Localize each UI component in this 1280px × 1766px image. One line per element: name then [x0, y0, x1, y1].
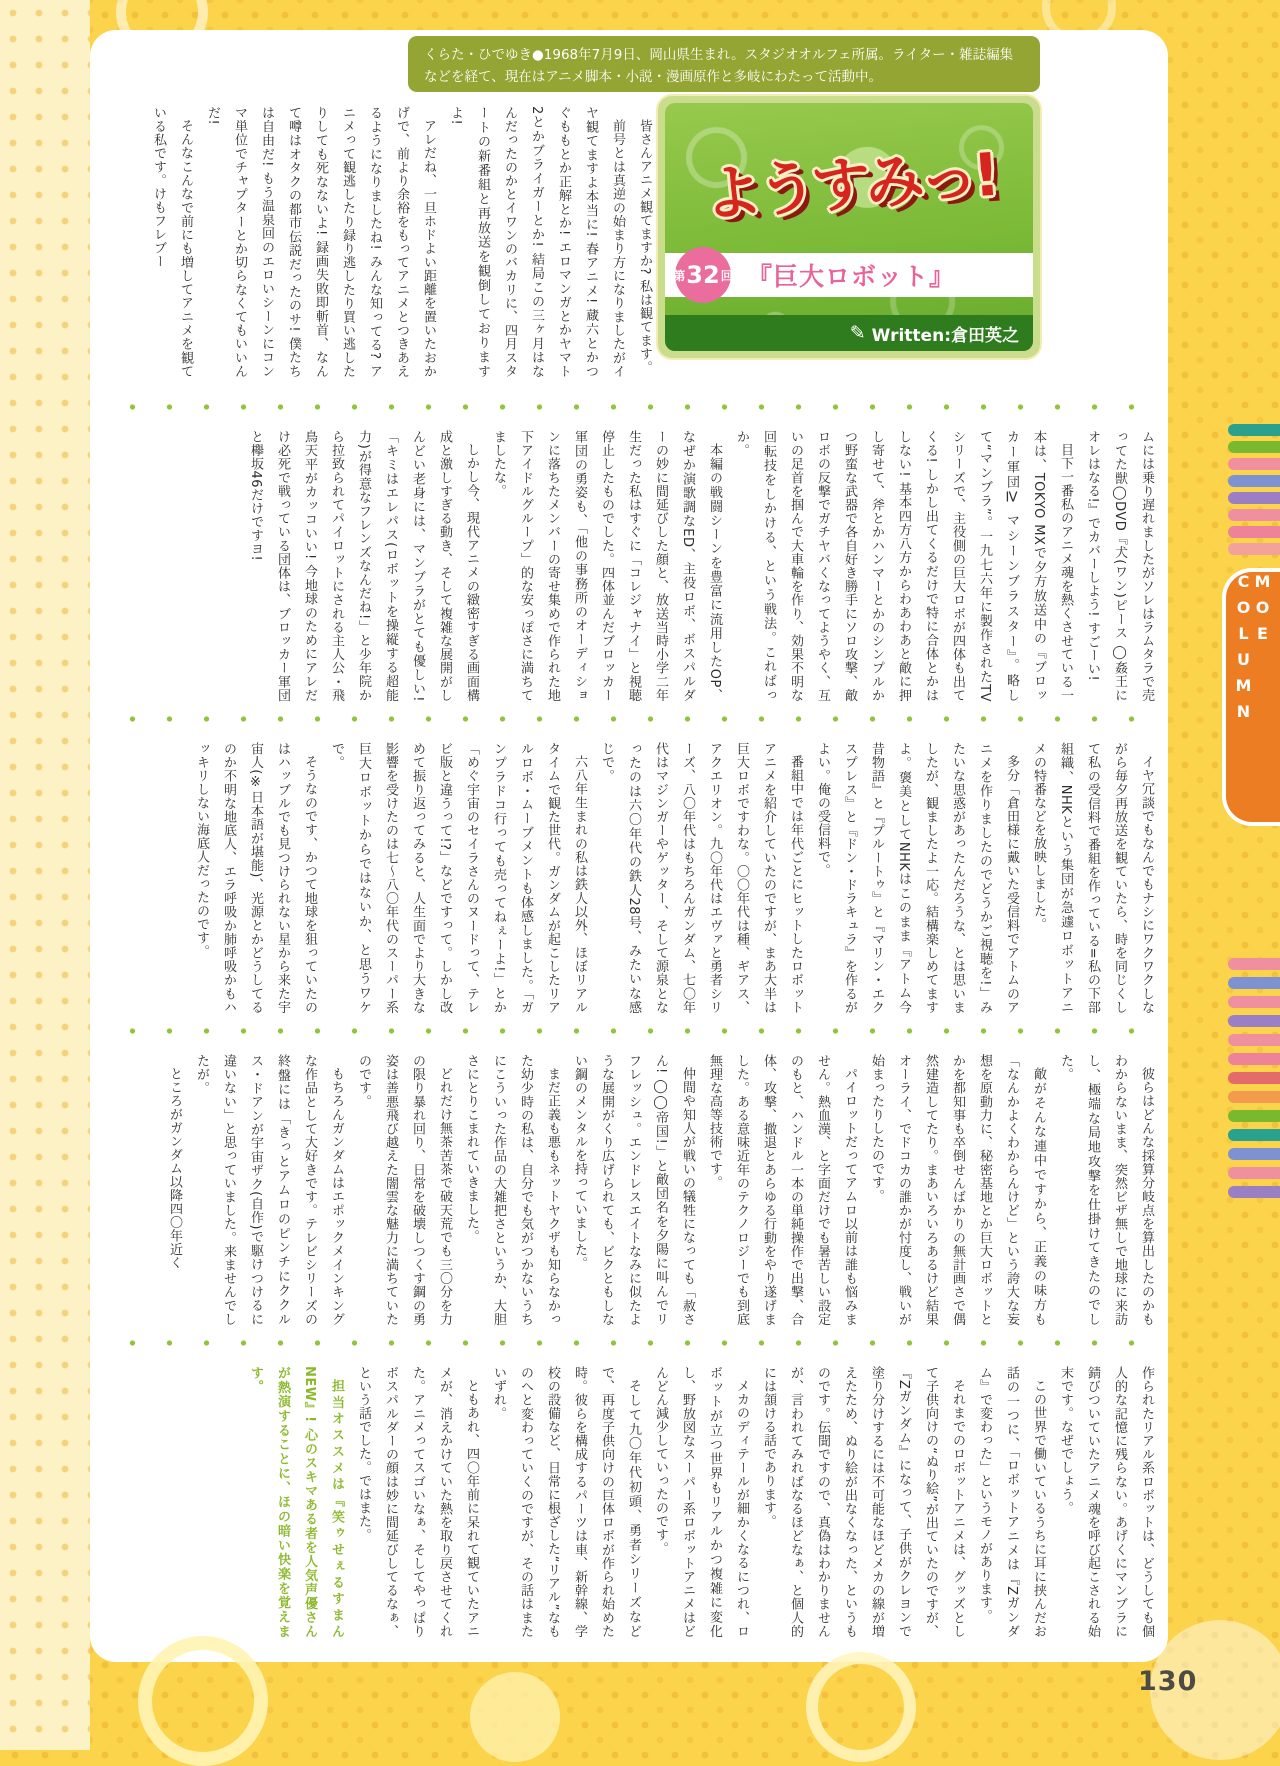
color-tab [1228, 509, 1280, 521]
color-tab [1228, 1148, 1280, 1160]
article-paragraph: イヤ冗談でもなんでもナシにワクワクしながら毎夕再放送を観ていたら、時を同じくして私の受信料で番組を作っている=私の下部組織、NHKという集団が急遽ロボットアニメの特番などを放映しました。 [1031, 742, 1154, 1014]
dotted-divider [112, 404, 1160, 410]
article-paragraph: そして九〇年代初頭、勇者シリーズなどで、再度子供向けの巨体ロボが作られ始めた時。彼らを構成するパーツは車、新幹線、学校の設備など、日常に根ざした“リアル”なものへと変わっていくのですが、その話はまたいずれ。 [491, 1366, 641, 1638]
color-tab [1228, 1015, 1280, 1027]
article-paragraph: 番組中では年代ごとにヒットしたロボットアニメを紹介していたのですが、まあ大半は巨大ロボですわな。〇〇年代は種、ギアス、アクエリオン。九〇年代はエヴァと勇者シリーズ、八〇年代はもちろんガンダム、七〇年代はマジンガーやゲッター、そして源泉となったのは六〇年代の鉄人28号、みたいな感じで。 [599, 742, 803, 1014]
article-paragraph: まだ正義も悪もネットヤクザも知らなかった幼少時の私は、自分でも気がつかないうちにこういった作品の大雑把さというか、大胆さにとりこまれていきました。 [464, 1054, 560, 1326]
article-paragraph: どれだけ無茶苦茶で破天荒でも三〇分を力の限り暴れ回り、日常を破壊しつくす鋼の勇姿は善悪飛び越えた闇雲な魅力に満ちていたのです。 [356, 1054, 452, 1326]
article-paragraph: ともあれ、四〇年前に呆れて観ていたアニメが、消えかけていた熱を取り戻させてくれた。アニメってスゴいなぁ、そしてやっぱりボスパルダーの顔は妙に間延びしてるなぁ、という話でした。ではまた。 [356, 1366, 479, 1638]
article-paragraph: 前号とは真逆の始まり方になりましたがイヤ観てますよ本当に! 春アニメ! 蔵六とかつぐももとか正解とか! エロマンガとかヤマト2とかブライガーとか! 結局この三ヶ月はなんだったのかとイワンのバカリに、四月スタートの新番組と再放送を観倒しておりますよ! [448, 106, 625, 378]
column-logo: ようすみっ! [701, 139, 998, 229]
color-tab [1228, 996, 1280, 1008]
circle-decoration [138, 1636, 268, 1766]
title-block [658, 96, 1040, 358]
article-paragraph: 皆さんアニメ観てますか? 私は観てます。 [637, 119, 652, 375]
article-paragraph: 作られたリアル系ロボットは、どうしても個人的な記憶に残らない。あげくにマンブラに錆びついていたアニメ魂を呼び起こされる始末です。なぜでしょう。 [1058, 1366, 1154, 1638]
color-tab [1228, 441, 1280, 453]
article-band-b [112, 430, 1160, 702]
article-band-c [112, 742, 1160, 1014]
episode-number: 32 [686, 261, 720, 289]
article-paragraph: 彼らはどんな採算分岐点を算出したのかもわからないまま、突然ビザ無しで地球に来訪し、極端な局地攻撃を仕掛けてきたのでした。 [1058, 1054, 1154, 1326]
color-tab [1228, 958, 1280, 970]
article-paragraph: 敵がそんな連中ですから、正義の味方も「なんかよくわからんけど」という誇大な妄想を原動力に、秘密基地とか巨大ロボットとかを都知事も卒倒せんばかりの無計画さで偶然建造してたり。まあいろいろあるけど結果オーライ、でドコカの誰かが忖度し、戦いが始まったりしたのです。 [869, 1054, 1046, 1326]
credit-band [665, 315, 1033, 351]
color-tab [1228, 1072, 1280, 1084]
moe-column-badge [1222, 568, 1280, 826]
article-paragraph: もちろんガンダムはエポックメインキングな作品として大好きです。テレビシリーズの終盤には「きっとアムロのピンチにククルス・ドアンが宇宙ザク(自作)で駆けつけるに違いない」と思っていました。来ませんでしたが。 [194, 1054, 344, 1326]
author-bio: くらた・ひでゆき●1968年7月9日、岡山県生まれ。スタジオオルフェ所属。ライター・雑誌編集などを経て、現在はアニメ脚本・小説・漫画原作と多岐にわたって活動中。 [408, 36, 1040, 92]
article-paragraph: そんなこんなで前にも増してアニメを観ている私です。けもフレブー [151, 106, 193, 378]
article-paragraph: それまでのロボットアニメは、グッズとして子供向けの“ぬり絵”が出ていたのですが、『Zガンダム』になって、子供がクレヨンで塗り分けするには不可能なほどメカの線が増えたため、ぬり絵が出なくなった、というものです。伝聞ですので、真偽はわかりませんが、言われてみればなるほどなぁ、と個人的には頷ける話であります。 [761, 1366, 965, 1638]
color-tab-strip-top [1228, 424, 1280, 560]
episode-subject: 『巨大ロボット』 [747, 262, 956, 291]
editor-recommendation: 担当オススメは『笑ゥせぇるすまんNEW』! 心のスキマある者を人気声優さんが熱演することに、ほの暗い快楽を覚えます。 [248, 1366, 344, 1638]
circle-decoration [470, 1672, 560, 1762]
episode-strip [665, 253, 1033, 297]
color-tab [1228, 977, 1280, 989]
article-band-e [112, 1366, 1160, 1638]
article-paragraph: メカのディテールが細かくなるにつれ、ロボットが立つ世界もリアルかつ複雑に変化し、野放図なスーパー系ロボットアニメはどんどん減少していったのです。 [653, 1366, 749, 1638]
article-paragraph: そうなのです、かつて地球を狙っていたのはハッブルでも見つけられない星から来た宇宙人(※日本語が堪能)、光源とかどうしてるのか不明な地底人、エラ呼吸か肺呼吸かもハッキリしない海底人だったのです。 [194, 742, 317, 1014]
color-tab [1228, 1129, 1280, 1141]
color-tab [1228, 1091, 1280, 1103]
article-paragraph: 六八年生まれの私は鉄人以外、ほぼリアルタイムで観た世代。ガンダムが起こしたリアルロボ・ムーブメントも体感しました。「ガンプラドコ行っても売ってねぇーよ!」とか「めぐ宇宙のセイラさんのヌードって、テレビ版と違うって!?」などですって。しかし改めて振り返ってみると、人生面でより大きな影響を受けたのは七〜八〇年代のスーパー系巨大ロボットからではないか、と思うワケで。 [329, 742, 587, 1014]
article-paragraph: ムには乗り遅れましたがソレはラムタラで売ってた獣◯DVD『犬(ワン)ピース ◯姦王にオレはなる!』でカバーしよう! すごーい! [1085, 430, 1154, 702]
article-paragraph: この世界で働いているうちに耳に挟んだお話の一つに、「ロボットアニメは『Zガンダム』で変わった」というモノがあります。 [977, 1366, 1046, 1638]
page-number: 130 [1138, 1666, 1198, 1697]
color-tab [1228, 475, 1280, 487]
circle-decoration [806, 1652, 916, 1762]
episode-badge [675, 247, 731, 303]
article-paragraph: パイロットだってアムロ以前は誰も悩みません。熱血漢、と字面だけでも暑苦しい設定のもと、ハンドル一本の単純操作で出撃、合体、攻撃、撤退とあらゆる行動をやり遂げました。ある意味近年のテクノロジーでも到底無理な高等技術です。 [707, 1054, 857, 1326]
article-paragraph: アレだね、一旦ホドよい距離を置いたおかげで、前より余裕をもってアニメとつきあえるようになりましたね! みんな知ってる? アニメって観逃したり録り逃したり買い逃したりしても死なないよ! 録画失敗即斬首、なんて噂はオタクの都市伝説だったのサ! 僕たちは自由だ! もう温泉回のエロいシーンにコンマ単位でチャプターとか切らなくてもいいんだ! [205, 106, 436, 378]
dotted-divider [112, 1028, 1160, 1034]
article-paragraph: 目下一番私のアニメ魂を熱くさせている一本は、TOKYO MXで夕方放送中の『ブロッカー軍団Ⅳ マシーンブラスター』。略して“マンブラ”。一九七六年に製作されたTVシリーズで、主役側の巨大ロボが四体も出てくる! しかし出てくるだけで特に合体とかはしない! 基本四方八方からわあわあと敵に押し寄せて、斧とかハンマーとかのシンプルかつ野蛮な武器で各自好き勝手にソロ攻撃、敵ロボの反撃でガチヤバくなってようやく、互いの足首を掴んで大車輪を作り、効果不明な回転技をしかける、という戦法。こればっか。 [734, 430, 1073, 702]
title-banner [665, 103, 1033, 351]
pencil-icon: ✎ [849, 322, 866, 344]
moe-column-label: MOE COLUMN [1234, 572, 1272, 728]
episode-prefix: 第 [673, 268, 686, 283]
color-tab [1228, 1053, 1280, 1065]
color-tab [1228, 458, 1280, 470]
color-tab [1228, 1167, 1280, 1179]
color-tab [1228, 1186, 1280, 1198]
article-band-d [112, 1054, 1160, 1326]
color-tab-strip-bottom [1228, 958, 1280, 1205]
color-tab [1228, 1110, 1280, 1122]
article-paragraph: 多分「倉田様に戴いた受信料でアトムのアニメを作りましたのでどうかご視聴を!」みたいな思惑があったんだろうな、とは思いましたが、観ましたよ一応。結構楽しめてますよ。褒美としてNHKはこのまま『アトム今昔物語』と『プルートゥ』と『マリン・エクスプレス』と『ドン・ドラキュラ』を作るがよい。俺の受信料で。 [815, 742, 1019, 1014]
dotted-divider [112, 716, 1160, 722]
article-paragraph: ところがガンダム以降四〇年近く [167, 1067, 182, 1270]
dotted-divider [112, 1340, 1160, 1346]
color-tab [1228, 526, 1280, 538]
color-tab [1228, 543, 1280, 555]
episode-suffix: 回 [720, 268, 733, 283]
article-paragraph: 仲間や知人が戦いの犠牲になっても「赦さん! ◯◯帝国!」と敵団名を夕陽に叫んでリフレッシュ。エンドレスエイトなみに似たような展開がくり広げられても、ビクともしない鋼のメンタルを持っていました。 [572, 1054, 695, 1326]
color-tab [1228, 492, 1280, 504]
left-margin-strip [0, 0, 90, 1750]
color-tab [1228, 424, 1280, 436]
article-band-a [112, 106, 658, 378]
article-paragraph: しかし今、現代アニメの緻密すぎる画面構成と激しすぎる動き、そして複雑な展開がしんどい老身には、マンブラがとても優しい! 「キミはエレパス(ロボットを操縦する超能力)が得意なフレンズなんだね!」と少年院から拉致られてパイロットにされる主人公・飛鳥天平がカッコいい! 今地球のためにアレだけ必死で戦っている団体は、ブロッカー軍団と欅坂46だけですヨ! [248, 430, 479, 702]
article-paragraph: 本編の戦闘シーンを豊富に流用したOP、なぜか演歌調なED、主役ロボ、ボスパルダーの妙に間延びした顔と、放送当時小学二年生だった私はすぐに「コレジャナイ」と視聴停止したものでした。四体並んだブロッカー軍団の勇姿も、「他の事務所のオーディションに落ちたメンバーの寄せ集めで作られた地下アイドルグループ」的な安っぽさに満ちてましたな。 [491, 430, 722, 702]
color-tab [1228, 1034, 1280, 1046]
writer-credit: Written:倉田英之 [871, 325, 1019, 346]
